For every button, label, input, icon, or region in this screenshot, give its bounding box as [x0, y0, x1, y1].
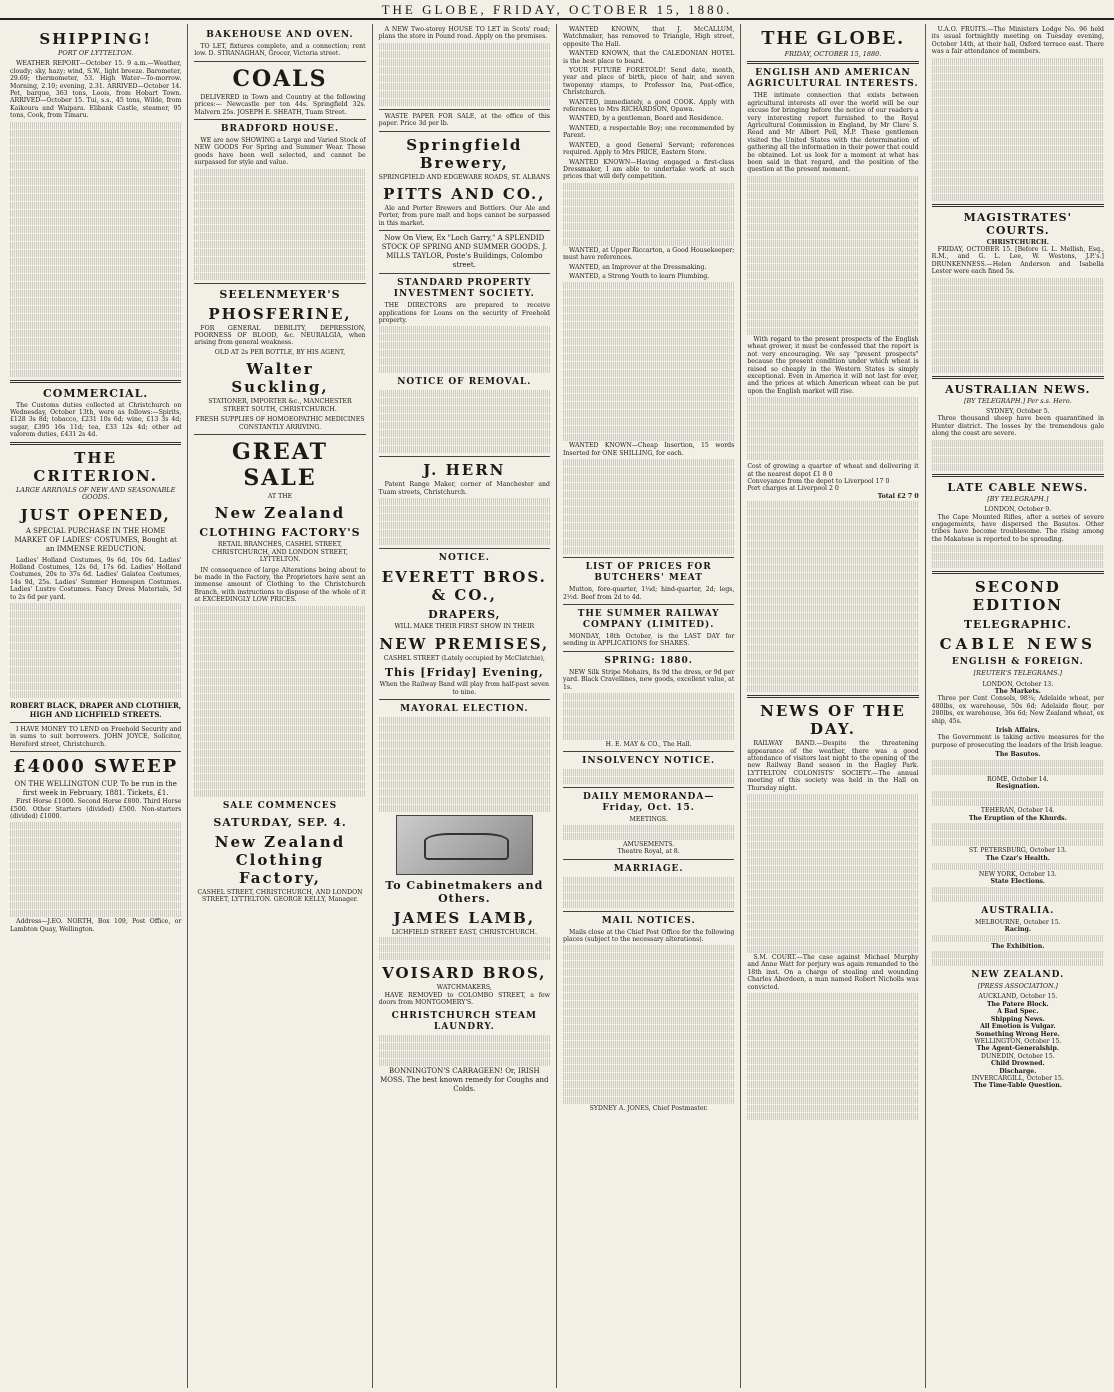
late-by: [BY TELEGRAPH.] [987, 494, 1049, 503]
furniture-illustration [396, 815, 533, 875]
something-wrong: Something Wrong Here. [975, 1030, 1060, 1038]
sweep-sub: ON THE WELLINGTON CUP, To be run in the first week in February, 1881. Tickets, £1. [14, 780, 177, 798]
second-edition: SECOND EDITION [972, 578, 1064, 615]
news-of-the-day: NEWS OF THE DAY. [760, 702, 906, 739]
spring-heading: SPRING: 1880. [604, 655, 693, 666]
criterion-sub: LARGE ARRIVALS OF NEW AND SEASONABLE GOODS. [15, 485, 176, 502]
reuters: [REUTER'S TELEGRAMS.] [973, 669, 1062, 678]
great-sale-at: AT THE [267, 492, 293, 500]
australia-heading: AUSTRALIA. [981, 905, 1055, 916]
hern-body: Patent Range Maker, corner of Manchester and Tuam streets, Christchurch. [378, 481, 550, 496]
wanted-9: WANTED, an Improver at the Dressmaking. [568, 263, 707, 271]
robert-black-ad: ROBERT BLACK, DRAPER AND CLOTHIER, HIGH AND LICHFIELD STREETS. [10, 700, 182, 719]
daily-memoranda: DAILY MEMORANDA—Friday, Oct. 15. [582, 792, 715, 814]
port-subheading: PORT OF LYTTELTON. [58, 49, 134, 57]
column-3 [373, 24, 557, 1388]
australian-body: Three thousand sheep have been quarantined in Hunter district. The losses by the tremendous gale along the coast are severe. [931, 415, 1104, 438]
mail-body: Mails close at the Chief Post Office for the following places (subject to the necessary alterations). [562, 928, 735, 944]
costumes-list: Ladies' Holland Costumes, 9s 6d, 10s 6d. Ladies' Holland Costumes, 12s 6d, 17s 6d. Ladies' Holland Costumes, 20s to 37s 6d. Ladies' Galatea Costumes, 14s 9d, 25s. Ladies' Summer Homespun Costumes. Ladies' Lustre Costumes. Fancy Dress Materials, 5d to 2s 6d per yard. [10, 556, 182, 601]
rome-date: ROME, October 14. [986, 775, 1049, 783]
magistrates-city: CHRISTCHURCH. [986, 238, 1049, 246]
commercial-report: The Customs duties collected at Christchurch on Wednesday, October 13th, were as follows:—Spirits, £128 3s 8d; tobacco, £231 10s 6d; wine, £13 3s 4d; sugar, £395 16s 11d; tea, £33 12s 4d; other ad valorem duties, £431 2s 4d. [10, 401, 182, 439]
mayoral-heading: MAYORAL ELECTION. [400, 703, 529, 714]
patere: The Patere Block. [986, 1000, 1049, 1008]
theatre: Theatre Royal, at 8. [617, 848, 680, 856]
editorial-body-2: With regard to the present prospects of the English wheat grower, it must be confessed that the report is not very encouraging. We say "present prospects" because the present condition under which wheat is raised so cheaply in the Western States is simply exceptional. Even in America it will not last for ever, and the prices at which American wheat can be put upon the English market will rise. [747, 335, 919, 395]
lamb-heading: JAMES LAMB, [393, 908, 536, 927]
late-body: The Cape Mounted Rifles, after a series of severe engagements, have dispersed the Basutos. Other tribes have become troublesome. The rising among the Makatese is reported to be spreading. [931, 513, 1104, 543]
marriage-heading: MARRIAGE. [613, 863, 684, 874]
globe-title: THE GLOBE. [761, 27, 905, 49]
first-show: WILL MAKE THEIR FIRST SHOW IN THEIR [394, 623, 535, 631]
suckling-body: STATIONER, IMPORTER &c., MANCHESTER STREET SOUTH, CHRISTCHURCH. [208, 398, 352, 413]
railway-body: MONDAY, 18th October, is the LAST DAY for sending in APPLICATIONS for SHARES. [562, 632, 735, 648]
irish-body: The Government is taking active measures for the purpose of prosecuting the leaders of the Irish league. [931, 734, 1104, 749]
notice-heading: NOTICE. [438, 553, 490, 564]
ny-date: NEW YORK, October 13. [978, 871, 1057, 879]
emotion: All Emotion is Vulgar. [980, 1023, 1056, 1031]
wanted-5: WANTED, a respectable Boy; one recommended by Parent. [562, 124, 735, 140]
waste-paper: WASTE PAPER FOR SALE, at the office of this paper. Price 3d per lb. [378, 112, 550, 128]
kurds: The Eruption of the Khurds. [968, 814, 1067, 822]
editorial-body: THE intimate connection that exists between agricultural interests all over the world will be our excuse for bringing before the notice of our readers a very interesting report furnished to the Royal Agricultural Commission in England, by Mr Clare S. Read and Mr Albert Pell, M.P. These gentlemen visited the United States with the determination of gathering all the information in their power that could be obtained. Let us look for a moment at what has been said in that regard, and the position of the question at the present moment. [747, 92, 919, 174]
great-sale-body: IN consequence of large Alterations being about to be made in the Factory, the Proprietors have sent an immense amount of Clothing to the Christchurch Branch, with instructions to dispose of the whole of it at EXCEEDINGLY LOW PRICES. [194, 566, 366, 604]
railway-band: When the Railway Band will play from half-past seven to nine. [379, 681, 549, 696]
postmaster: SYDNEY A. JONES, Chief Postmaster. [589, 1105, 708, 1113]
cable-news: CABLE NEWS [939, 635, 1096, 654]
markets: The Markets. [994, 687, 1041, 695]
australian-news: AUSTRALIAN NEWS. [945, 382, 1091, 396]
phosferine-body: FOR GENERAL DEBILITY, DEPRESSION, POORNESS OF BLOOD, &c. NEURALGIA, when arising from general weakness. [194, 324, 366, 347]
butchers-body: Mutton, fore-quarter, 1¼d; hind-quarter, 2d; legs, 2½d. Beef from 2d to 4d. [562, 586, 735, 601]
racing: Racing. [1004, 926, 1032, 934]
coals-body: DELIVERED in Town and Country at the following prices:— Newcastle per ton 44s. Springfield 32s. Malvern 25s. JOSEPH E. SHEATH, Tuam Street. [194, 93, 366, 116]
elections: State Elections. [990, 878, 1046, 886]
steam-laundry: CHRISTCHURCH STEAM LAUNDRY. [391, 1010, 537, 1032]
butchers-prices: LIST OF PRICES FOR BUTCHERS' MEAT [585, 562, 712, 584]
property-body: THE DIRECTORS are prepared to receive applications for Loans on the security of Freehold property. [378, 302, 550, 325]
nz-clothing-heading: New Zealand Clothing Factory, [214, 832, 346, 887]
shipping-report: WEATHER REPORT—October 15. 9 a.m.—Weather, cloudy; sky, hazy; wind, S.W., light breeze. Barometer, 29.69; thermometer, 53. High Water—To-morrow. Morning, 2.10; evening, 2.31. ARRIVED—October 14. Pet, barque, 363 tons, Loois, from Hobart Town. ARRIVED—October 15. Tui, s.s., 45 tons, Wilde, from Kaikoura and Waipara. Elibank Castle, steamer, 95 tons, Cook, from Timaru. [10, 60, 182, 120]
mail-notices: MAIL NOTICES. [601, 915, 696, 926]
column-5 [741, 24, 925, 1388]
sweep-heading: £4000 SWEEP [13, 756, 179, 778]
great-sale-clothing: CLOTHING FACTORY'S [199, 526, 361, 540]
summer-railway: THE SUMMER RAILWAY COMPANY (LIMITED). [577, 608, 720, 630]
wanted-3: WANTED, immediately, a good COOK. Apply with references to Mrs RICHARDSON, Opawa. [562, 98, 735, 114]
cost-total: Total £2 7 0 [877, 492, 919, 500]
markets-body: Three per Cent Consols, 98¼; Adelaide wheat, per 480lbs, ex warehouse, 50s 6d; Adelaide flour, per 280lbs, ex warehouse, 36s 6d; New Zealand wheat, ex ship, 45s. [931, 695, 1104, 725]
column-1 [4, 24, 188, 1388]
australian-by: [BY TELEGRAPH.] Per s.s. Hero. [963, 396, 1072, 405]
homoeopathic: FRESH SUPPLIES OF HOMOEOPATHIC MEDICINES CONSTANTLY ARRIVING. [195, 416, 365, 431]
sale-commences: SALE COMMENCES [222, 800, 338, 811]
magistrates-heading: MAGISTRATES' COURTS. [963, 210, 1072, 237]
bakehouse-body: TO LET, fixtures complete, and a connection; rent low. D. STRANAGHAN, Grocer, Victoria street. [194, 43, 366, 58]
sydney-date: SYDNEY, October 5. [986, 408, 1050, 416]
wanted-7: WANTED KNOWN—Having engaged a first-class Dressmaker, I am able to undertake work at such prices that will defy competition. [562, 158, 735, 181]
child-drowned: Child Drowned. [991, 1060, 1045, 1068]
great-sale-nz: New Zealand [214, 504, 346, 523]
phosferine-heading: PHOSFERINE, [208, 304, 352, 323]
new-premises: NEW PREMISES, [379, 634, 550, 653]
sweep-footer: Address—J.EO. NORTH, Box 109, Post Office, or Lambton Quay, Wellington. [10, 918, 182, 933]
column-4 [557, 24, 741, 1388]
editorial-title: ENGLISH AND AMERICAN AGRICULTURAL INTERESTS. [747, 68, 919, 90]
agent-general: The Agent-Generalship. [976, 1045, 1059, 1053]
amusements: AMUSEMENTS. [623, 840, 675, 848]
wanted-2: WANTED KNOWN, that the CALEDONIAN HOTEL is the best place to board. [562, 50, 735, 65]
shipping-heading: SHIPPING! [39, 30, 153, 48]
bonnington-ad: BONNINGTON'S CARRAGEEN! Or, IRISH MOSS. The best known remedy for Coughs and Colds. [380, 1066, 549, 1093]
london-date: LONDON, October 9. [984, 506, 1052, 514]
springfield-heading: Springfield Brewery, [406, 135, 523, 172]
sale-date: SATURDAY, SEP. 4. [213, 815, 347, 829]
criterion-heading: THE CRITERION. [33, 448, 158, 485]
cashel-street: CASHEL STREET (Lately occupied by McClatchie), [383, 654, 545, 662]
wellington-date: WELLINGTON, October 15. [974, 1037, 1062, 1045]
wanted-1: WANTED KNOWN, that J. McCALLUM, Watchmaker, has removed to Triangle, High street, opposite The Hall. [562, 26, 735, 48]
sweep-prizes: First Horse £1000. Second Horse £800. Third Horse £500. Other Starters (divided) £500. Non-starters (divided) £1000. [10, 798, 182, 820]
auckland-date: AUCKLAND, October 15. [978, 993, 1058, 1001]
czar: The Czar's Health. [985, 854, 1050, 862]
wanted-8: WANTED, at Upper Riccarton, a Good Housekeeper; must have references. [562, 246, 735, 262]
removal-heading: NOTICE OF REMOVAL. [397, 377, 532, 388]
magistrates-body: FRIDAY, OCTOBER 15. [Before G. L. Mellish, Esq., R.M., and G. L. Lee, W. Westons, J.P.'s.] DRUNKENNESS.—Helen Anderson and Isabella Lester were each fined 5s. [931, 246, 1104, 276]
cost-conveyance: Conveyance from the depot to Liverpool 17 0 [747, 477, 890, 485]
great-sale-branches: RETAIL BRANCHES, CASHEL STREET, CHRISTCHURCH, AND LONDON STREET, LYTTELTON. [212, 541, 348, 564]
bakehouse-heading: BAKEHOUSE AND OVEN. [206, 30, 354, 40]
seelenmeyer-heading: SEELENMEYER'S [219, 287, 341, 301]
wanted-10: WANTED, a Strong Youth to learn Plumbing. [568, 272, 710, 280]
wanted-4: WANTED, by a gentleman, Board and Residence. [568, 115, 724, 123]
english-foreign: ENGLISH & FOREIGN. [951, 657, 1084, 668]
commercial-heading: COMMERCIAL. [43, 386, 149, 400]
bradford-body: WE are now SHOWING a Large and Varied Stock of NEW GOODS For Spring and Summer Wear. Those goods have been well selected, and cannot be surpassed for style and value. [194, 137, 366, 167]
great-sale-heading: GREAT SALE [231, 438, 329, 491]
watchmakers: WATCHMAKERS, [436, 984, 492, 992]
voisard-heading: VOISARD BROS, [382, 964, 547, 983]
newspaper-masthead: THE GLOBE, FRIDAY, OCTOBER 15, 1880. [0, 0, 1114, 20]
now-on-view: Now On View, Ex "Loch Garry," A SPLENDID STOCK OF SPRING AND SUMMER GOODS. J. MILLS TAYLOR, Poste's Buildings, Colombo street. [381, 234, 547, 270]
irish: Irish Affairs. [995, 726, 1040, 734]
nz-press: [PRESS ASSOCIATION.] [977, 982, 1058, 991]
bradford-heading: BRADFORD HOUSE. [220, 124, 340, 135]
house-to-let: A NEW Two-storey HOUSE TO LET in Scots' road; plans the store in Pound road. Apply on the premises. [378, 26, 550, 41]
voisard-body: HAVE REMOVED to COLOMBO STREET, a few doors from MONTGOMERY'S. [378, 991, 550, 1007]
nz-heading: NEW ZEALAND. [971, 970, 1065, 981]
nz-clothing-address: CASHEL STREET, CHRISTCHURCH, AND LONDON STREET, LYTTELTON. GEORGE KELLY, Manager. [197, 888, 363, 903]
globe-date: FRIDAY, OCTOBER 15, 1880. [784, 50, 882, 58]
news-court: S.M. COURT.—The case against Michael Murphy and Anne Watt for perjury was again remanded to the 18th inst. On a charge of stealing and wounding Charles Aberdeen, a man named Robert Nicholls was convicted. [747, 954, 919, 991]
bad-spec: A Bad Spec. [997, 1008, 1039, 1016]
cost-port: Port charges at Liverpool 2 0 [747, 485, 839, 493]
pitts-heading: PITTS AND CO., [383, 185, 546, 204]
resignation: Resignation. [995, 783, 1040, 790]
basutos: The Basutos. [995, 751, 1041, 759]
property-society: STANDARD PROPERTY INVESTMENT SOCIETY. [393, 278, 535, 300]
cost-growing: Cost of growing a quarter of wheat and delivering it at the nearest depot £1 8 0 [747, 463, 919, 478]
wanted-6: WANTED, a good General Servant; references required. Apply to Mrs PRICE, Eastern Store. [562, 141, 735, 157]
suckling-heading: Walter Suckling, [231, 360, 329, 397]
news-body: RAILWAY BAND.—Despite the threatening appearance of the weather, there was a good attendance of visitors last night to the opening of the new Railway Band season in the Hagley Park. LYTTELTON COLONISTS' SOCIETY.—The annual meeting of this society was held in the Hall on Thursday night. [747, 740, 919, 792]
shilling-notice: WANTED KNOWN—Cheap Insertion, 15 words Inserted for ONE SHILLING, for each. [562, 442, 735, 457]
spring-body: NEW Silk Stripe Mohairs, 8s 9d the dress, or 9d per yard. Black Cravellines, new goods, excellent value, at 1s. [562, 668, 735, 691]
may-signature: H. E. MAY & CO., The Hall. [605, 741, 692, 748]
future-foretold: YOUR FUTURE FORETOLD! Send date, month, year and place of birth, piece of hair, and seven twopenny stamps, to Professor Ina, Post-office, Christchurch. [562, 67, 735, 97]
uao-fruits: U.A.O. FRUITS.—The Ministers Lodge No. 96 held its usual fortnightly meeting on Tuesday evening, October 14th, at their hall, Oxford terrace east. There was a fair attendance of members. [931, 26, 1104, 56]
everett-heading: EVERETT BROS. & CO., [381, 568, 547, 605]
late-cable: LATE CABLE NEWS. [947, 480, 1089, 494]
lamb-address: LICHFIELD STREET EAST, CHRISTCHURCH. [391, 928, 537, 936]
hern-heading: J. HERN [423, 461, 506, 480]
newspaper-page [4, 24, 1110, 1388]
coals-heading: COALS [232, 65, 328, 92]
special-purchase: A SPECIAL PURCHASE IN THE HOME MARKET OF LADIES' COSTUMES, Bought at an IMMENSE REDUCTION. [14, 526, 177, 553]
exhibition: The Exhibition. [991, 942, 1045, 950]
cabinetmakers: To Cabinetmakers and Others. [385, 878, 544, 905]
insolvency-heading: INSOLVENCY NOTICE. [582, 756, 716, 767]
money-to-lend: I HAVE MONEY TO LEND on Freehold Security and in sums to suit borrowers. JOHN JOYCE, Solicitor, Hereford street, Christchurch. [10, 725, 182, 748]
telegraphic: TELEGRAPHIC. [963, 618, 1072, 632]
time-table: The Time-Table Question. [973, 1082, 1062, 1090]
meetings: MEETINGS. [629, 816, 668, 824]
tehran-date: TEHERAN, October 14. [980, 807, 1055, 815]
springfield-sub: SPRINGFIELD AND EDGEWARE ROADS, ST. ALBANS [378, 173, 550, 181]
dunedin-date: DUNEDIN, October 15. [981, 1052, 1055, 1060]
invercargill-date: INVERCARGILL, October 15. [971, 1074, 1064, 1082]
pitts-body: Ale and Porter Brewers and Bottlers. Our Ale and Porter, from pure malt and hops cannot be surpassed in this market. [378, 205, 550, 227]
shipping-news: Shipping News. [990, 1015, 1045, 1023]
friday-evening: This [Friday] Evening, [384, 666, 544, 680]
discharge: Discharge. [999, 1067, 1037, 1075]
just-opened-heading: JUST OPENED, [20, 505, 171, 524]
drapers-heading: DRAPERS, [428, 608, 501, 622]
stpete-date: ST. PETERSBURG, October 13. [968, 847, 1067, 855]
column-2 [188, 24, 372, 1388]
london-date-2: LONDON, October 13. [982, 680, 1054, 688]
melbourne-date: MELBOURNE, October 15. [975, 918, 1061, 926]
column-6 [926, 24, 1110, 1388]
suckling-pre: OLD AT 2s PER BOTTLE, BY HIS AGENT, [214, 348, 346, 356]
